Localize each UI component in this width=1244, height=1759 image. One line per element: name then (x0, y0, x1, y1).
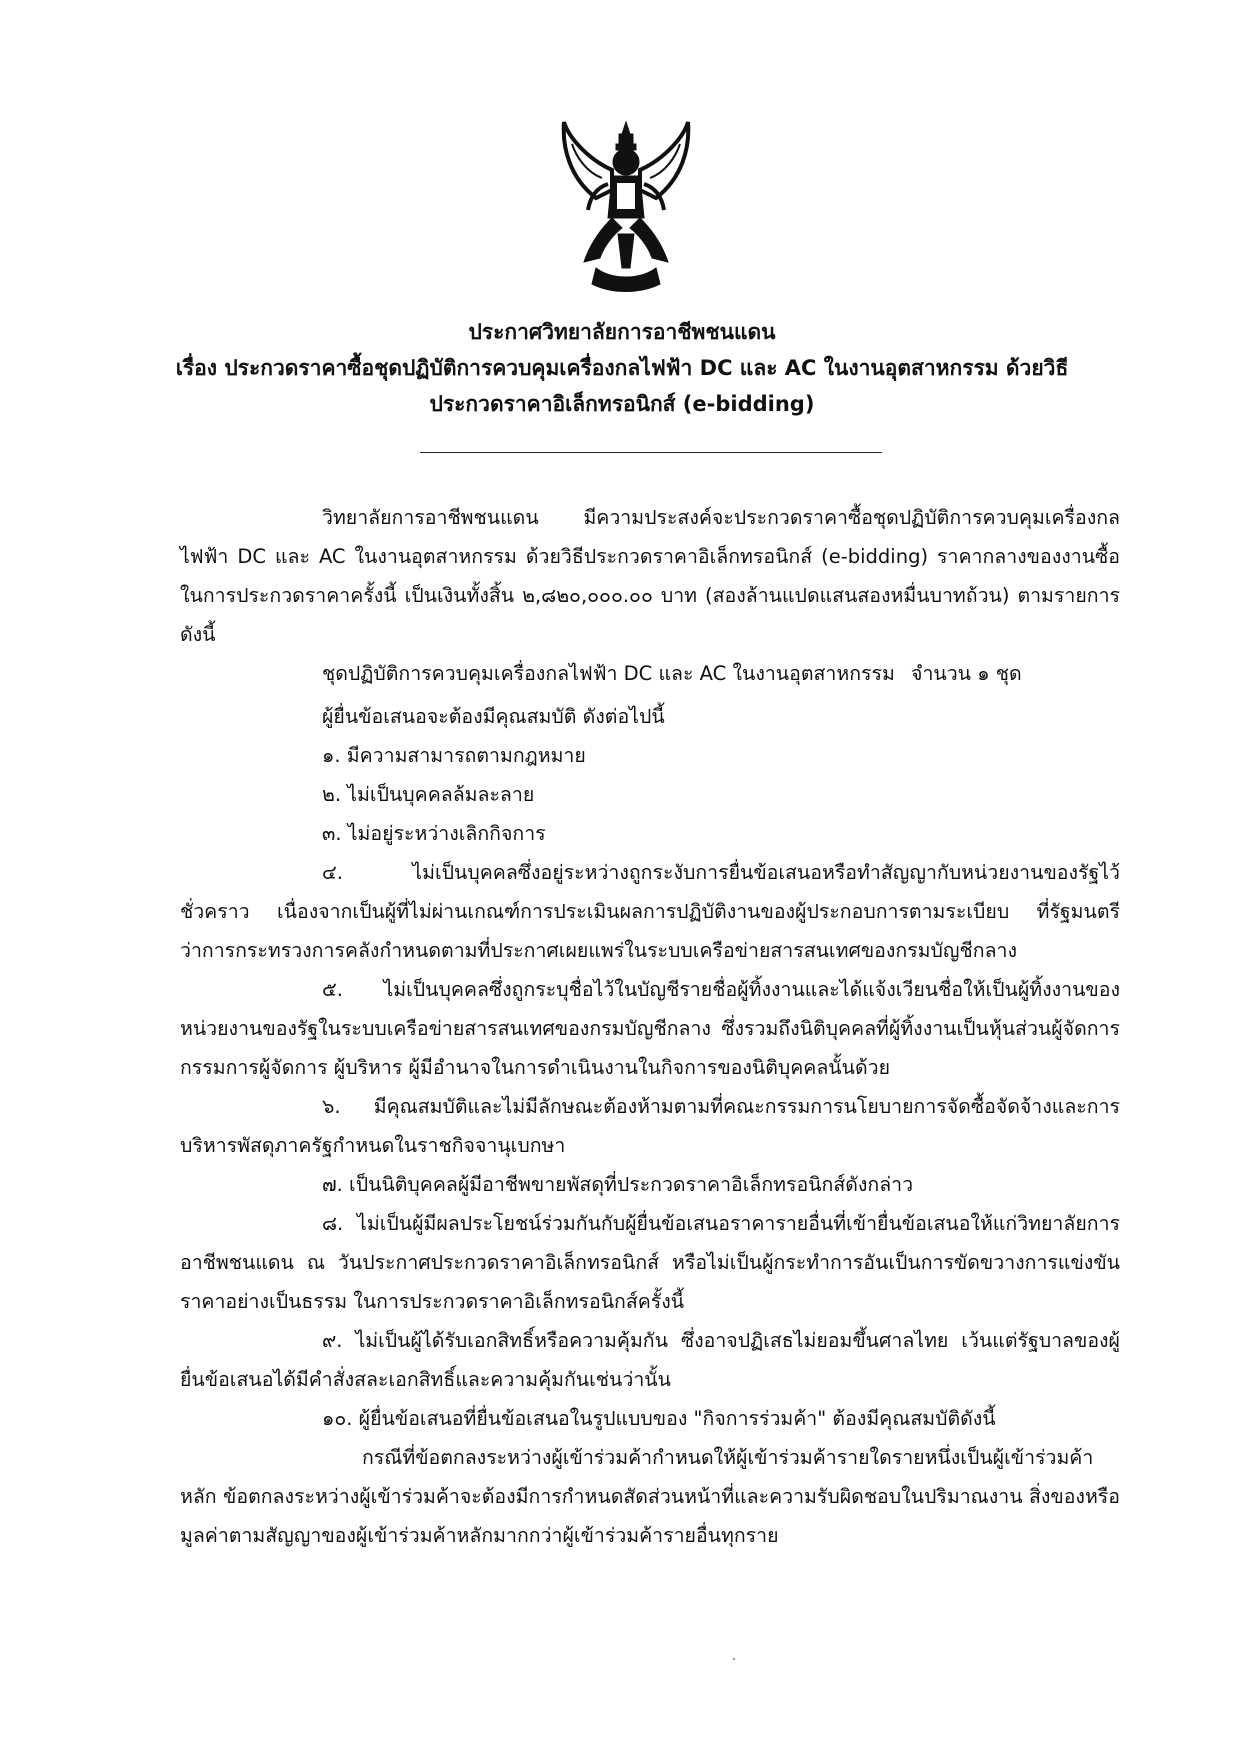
qualification-8: ๘. ไม่เป็นผู้มีผลประโยชน์ร่วมกันกับผู้ยื่นข้อเสนอราคารายอื่นที่เข้ายื่นข้อเสนอให้แก่วิทยาลัยการอาชีพชนแดน ณ วันประกาศประกวดราคาอิเล็กทรอนิกส์ หรือไม่เป็นผู้กระทำการอันเป็นการขัดขวางการแข่งขันราคาอย่างเป็นธรรม ในการประกวดราคาอิเล็กทรอนิกส์ครั้งนี้ (180, 1212, 1120, 1313)
qualification-10: ๑๐. ผู้ยื่นข้อเสนอที่ยื่นข้อเสนอในรูปแบบของ "กิจการร่วมค้า" ต้องมีคุณสมบัติดังนี้ (322, 1407, 996, 1430)
item-quantity: จำนวน ๑ ชุด (911, 662, 1022, 685)
garuda-emblem (556, 118, 696, 298)
qualification-3: ๓. ไม่อยู่ระหว่างเลิกกิจการ (322, 822, 546, 845)
qualification-6: ๖. มีคุณสมบัติและไม่มีลักษณะต้องห้ามตามที่คณะกรรมการนโยบายการจัดซื้อจัดจ้างและการบริหารพัสดุภาครัฐกำหนดในราชกิจจานุเบกษา (180, 1095, 1120, 1157)
qualification-7: ๗. เป็นนิติบุคคลผู้มีอาชีพขายพัสดุที่ประกวดราคาอิเล็กทรอนิกส์ดังกล่าว (322, 1173, 914, 1196)
intro-paragraph: วิทยาลัยการอาชีพชนแดน มีความประสงค์จะประกวดราคาซื้อชุดปฏิบัติการควบคุมเครื่องกลไฟฟ้า DC และ AC ในงานอุตสาหกรรม ด้วยวิธีประกวดราคาอิเล็กทรอนิกส์ (e-bidding) ราคากลางของงานซื้อ ในการประกวดราคาครั้งนี้ เป็นเงินทั้งสิ้น ๒,๘๒๐,๐๐๐.๐๐ บาท (สองล้านแปดแสนสองหมื่นบาทถ้วน) ตามรายการ ดังนี้ (180, 506, 1120, 646)
announcement-body (180, 498, 1120, 1555)
header-divider (420, 452, 882, 453)
qualification-5: ๕. ไม่เป็นบุคคลซึ่งถูกระบุชื่อไว้ในบัญชีรายชื่อผู้ทิ้งงานและได้แจ้งเวียนชื่อให้เป็นผู้ทิ้งงานของหน่วยงานของรัฐในระบบเครือข่ายสารสนเทศของกรมบัญชีกลาง ซึ่งรวมถึงนิติบุคคลที่ผู้ทิ้งงานเป็นหุ้นส่วนผู้จัดการ กรรมการผู้จัดการ ผู้บริหาร ผู้มีอำนาจในการดำเนินงานในกิจการของนิติบุคคลนั้นด้วย (180, 978, 1120, 1079)
item-name: ชุดปฏิบัติการควบคุมเครื่องกลไฟฟ้า DC และ AC ในงานอุตสาหกรรม (322, 662, 895, 685)
qualification-2: ๒. ไม่เป็นบุคคลล้มละลาย (322, 783, 535, 806)
item-line (180, 654, 1120, 693)
qualification-9: ๙. ไม่เป็นผู้ได้รับเอกสิทธิ์หรือความคุ้มกัน ซึ่งอาจปฏิเสธไม่ยอมขึ้นศาลไทย เว้นแต่รัฐบาลของผู้ยื่นข้อเสนอได้มีคำสั่งสละเอกสิทธิ์และความคุ้มกันเช่นว่านั้น (180, 1329, 1120, 1391)
announcement-title: ประกาศวิทยาลัยการอาชีพชนแดน (468, 320, 776, 344)
scan-speck (733, 1658, 735, 1660)
announcement-subject-cont: ประกวดราคาอิเล็กทรอนิกส์ (e-bidding) (429, 392, 815, 416)
joint-venture-clause: กรณีที่ข้อตกลงระหว่างผู้เข้าร่วมค้ากำหนดให้ผู้เข้าร่วมค้ารายใดรายหนึ่งเป็นผู้เข้าร่วมค้าหลัก ข้อตกลงระหว่างผู้เข้าร่วมค้าจะต้องมีการกำหนดสัดส่วนหน้าที่และความรับผิดชอบในปริมาณงาน สิ่งของหรือมูลค่าตามสัญญาของผู้เข้าร่วมค้าหลักมากกว่าผู้เข้าร่วมค้ารายอื่นทุกราย (180, 1446, 1120, 1547)
announcement-subject: เรื่อง ประกวดราคาซื้อชุดปฏิบัติการควบคุมเครื่องกลไฟฟ้า DC และ AC ในงานอุตสาหกรรม ด้วยวิธี (175, 356, 1069, 380)
qualification-1: ๑. มีความสามารถตามกฎหมาย (322, 744, 586, 767)
qualification-4: ๔. ไม่เป็นบุคคลซึ่งอยู่ระหว่างถูกระงับการยื่นข้อเสนอหรือทำสัญญากับหน่วยงานของรัฐไว้ชั่วคราว เนื่องจากเป็นผู้ที่ไม่ผ่านเกณฑ์การประเมินผลการปฏิบัติงานของผู้ประกอบการตามระเบียบ ที่รัฐมนตรีว่าการกระทรวงการคลังกำหนดตามที่ประกาศเผยแพร่ในระบบเครือข่ายสารสนเทศของกรมบัญชีกลาง (180, 861, 1120, 962)
qualifications-heading: ผู้ยื่นข้อเสนอจะต้องมีคุณสมบัติ ดังต่อไปนี้ (322, 705, 665, 728)
